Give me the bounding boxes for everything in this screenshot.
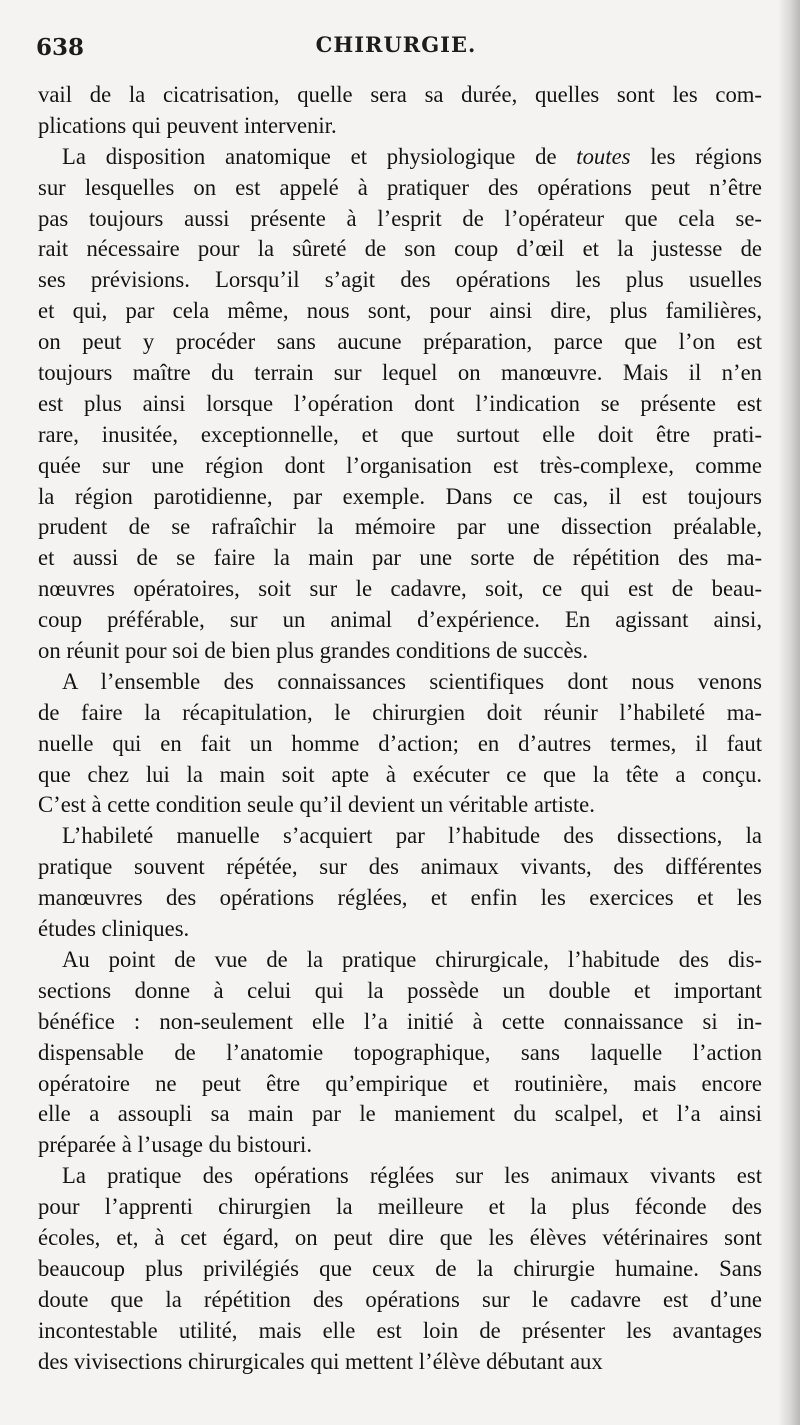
page-number: 638 — [36, 34, 85, 61]
text-line: on peut y procéder sans aucune préparation, parce que l’on est — [38, 329, 762, 355]
text-line: beaucoup plus privilégiés que ceux de la chirurgie humaine. Sans — [38, 1255, 762, 1281]
text-line: C’est à cette condition seule qu’il devient un véritable artiste. — [38, 792, 595, 818]
text-line: prudent de se rafraîchir la mémoire par une dissection préalable, — [38, 514, 762, 540]
text-line: et qui, par cela même, nous sont, pour ainsi dire, plus familières, — [38, 298, 762, 324]
paragraph — [38, 945, 762, 1161]
paragraph — [38, 142, 762, 667]
text-line: La pratique des opérations réglées sur les animaux vivants est — [62, 1163, 762, 1189]
paragraph — [38, 667, 762, 821]
text-line: bénéfice : non-seulement elle l’a initié à cette connaissance si in- — [38, 1008, 762, 1034]
text-line: pour l’apprenti chirurgien la meilleure et la plus féconde des — [38, 1194, 762, 1220]
text-line: ses prévisions. Lorsqu’il s’agit des opérations les plus usuelles — [38, 267, 762, 293]
text-line: doute que la répétition des opérations sur le cadavre est d’une — [38, 1286, 762, 1312]
body-text — [38, 80, 762, 1377]
text-line: des vivisections chirurgicales qui mettent l’élève débutant aux — [38, 1348, 603, 1374]
text-line: études cliniques. — [38, 916, 190, 942]
text-line: la région parotidienne, par exemple. Dans ce cas, il est toujours — [38, 483, 762, 509]
text-line: Au point de vue de la pratique chirurgicale, l’habitude des dis- — [62, 946, 762, 972]
text-line: manœuvres des opérations réglées, et enfin les exercices et les — [38, 885, 762, 911]
text-line: coup préférable, sur un animal d’expérience. En agissant ainsi, — [38, 607, 762, 633]
text-line: sur lesquelles on est appelé à pratiquer des opérations peut n’être — [38, 174, 762, 200]
paragraph — [38, 1161, 762, 1377]
page-edge-shadow — [778, 0, 800, 1425]
text-line: écoles, et, à cet égard, on peut dire que les élèves vétérinaires sont — [38, 1224, 762, 1250]
text-line: sections donne à celui qui la possède un double et important — [38, 977, 762, 1003]
paragraph — [38, 821, 762, 945]
text-line: toujours maître du terrain sur lequel on manœuvre. Mais il n’en — [38, 360, 762, 386]
running-head — [36, 30, 756, 66]
text-line: pas toujours aussi présente à l’esprit de l’opérateur que cela se- — [38, 205, 762, 231]
text-line: préparée à l’usage du bistouri. — [38, 1132, 313, 1158]
text-line: opératoire ne peut être qu’empirique et routinière, mais encore — [38, 1070, 762, 1096]
text-line: La disposition anatomique et physiologique de toutes les régions — [62, 143, 762, 169]
text-line: rare, inusitée, exceptionnelle, et que surtout elle doit être prati- — [38, 421, 762, 447]
text-line: incontestable utilité, mais elle est loin de présenter les avantages — [38, 1317, 762, 1343]
running-title: CHIRURGIE. — [315, 32, 477, 57]
text-line: de faire la récapitulation, le chirurgien doit réunir l’habileté ma- — [38, 699, 762, 725]
text-line: A l’ensemble des connaissances scientifiques dont nous venons — [62, 668, 762, 694]
text-line: que chez lui la main soit apte à exécuter ce que la tête a conçu. — [38, 761, 762, 787]
text-line: est plus ainsi lorsque l’opération dont l’indication se présente est — [38, 390, 762, 416]
text-line: et aussi de se faire la main par une sorte de répétition des ma- — [38, 545, 762, 571]
text-line: pratique souvent répétée, sur des animaux vivants, des différentes — [38, 854, 762, 880]
text-line: nœuvres opératoires, soit sur le cadavre, soit, ce qui est de beau- — [38, 576, 762, 602]
text-line: dispensable de l’anatomie topographique, sans laquelle l’action — [38, 1039, 762, 1065]
paragraph — [38, 80, 762, 142]
text-line: on réunit pour soi de bien plus grandes conditions de succès. — [38, 638, 589, 664]
text-line: rait nécessaire pour la sûreté de son coup d’œil et la justesse de — [38, 236, 762, 262]
text-line: elle a assoupli sa main par le maniement du scalpel, et l’a ainsi — [38, 1101, 762, 1127]
text-line: quée sur une région dont l’organisation est très-complexe, comme — [38, 452, 762, 478]
text-line: L’habileté manuelle s’acquiert par l’habitude des dissections, la — [62, 823, 762, 849]
text-line: nuelle qui en fait un homme d’action; en d’autres termes, il faut — [38, 730, 762, 756]
text-line: plications qui peuvent intervenir. — [38, 112, 337, 138]
text-line: vail de la cicatrisation, quelle sera sa durée, quelles sont les com- — [38, 82, 762, 107]
